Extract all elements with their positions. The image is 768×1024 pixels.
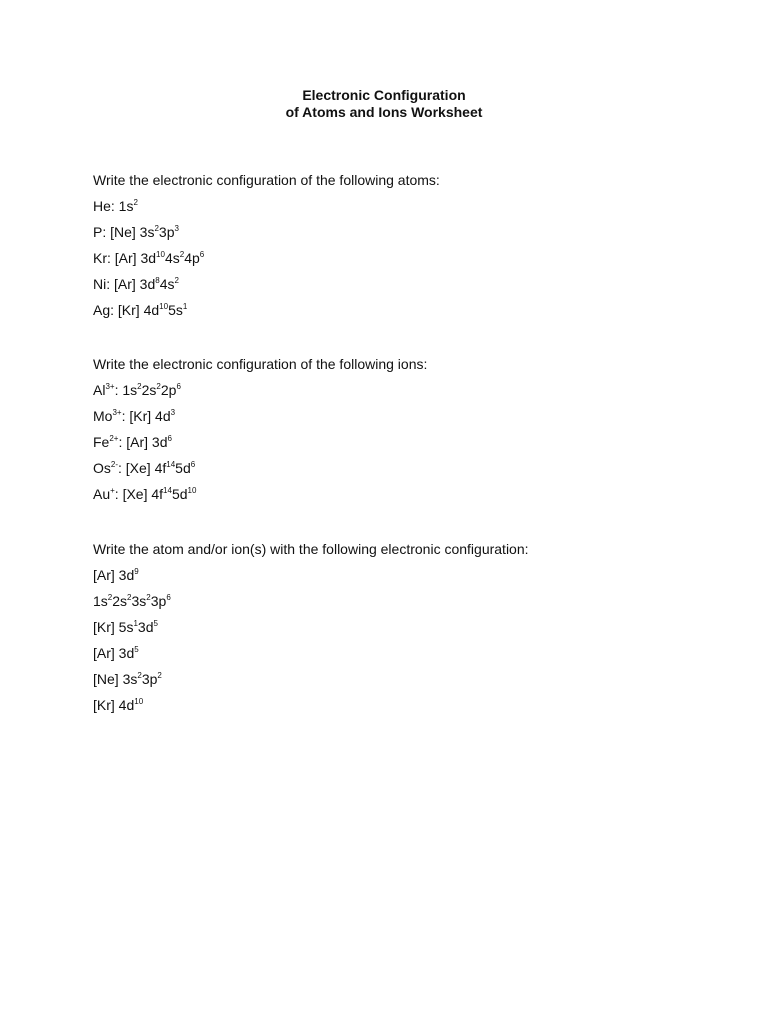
superscript: 2 (174, 276, 179, 285)
superscript: 2 (146, 593, 151, 602)
section-atoms (93, 172, 440, 328)
superscript: 10 (187, 486, 197, 495)
config-text: : 1s (114, 382, 138, 398)
superscript: 10 (156, 250, 165, 259)
superscript: 2 (157, 671, 162, 680)
config-text: 3p (150, 593, 167, 609)
config-line (93, 697, 529, 723)
superscript: 14 (166, 460, 176, 469)
config-text: 2p (160, 382, 177, 398)
superscript: 2 (137, 671, 142, 680)
config-text: [Kr] 4d (93, 697, 135, 713)
section-ions (93, 356, 427, 512)
superscript: 3+ (112, 408, 122, 417)
superscript: 6 (190, 460, 196, 469)
config-text: [Ne] 3s (93, 671, 138, 687)
superscript: 2 (133, 198, 138, 207)
superscript: 2 (179, 250, 185, 259)
config-text: 5d (171, 486, 188, 502)
config-list (93, 567, 529, 723)
config-text: 3s (131, 593, 147, 609)
section-heading: Write the electronic configuration of the following atoms: (93, 172, 440, 188)
section-identify (93, 541, 529, 723)
config-text: Ag: [Kr] 4d (93, 302, 160, 318)
config-text: Al (93, 382, 106, 398)
config-text: 2s (141, 382, 157, 398)
config-text: : [Xe] 4f (118, 460, 167, 476)
config-text: P: [Ne] 3s (93, 224, 155, 240)
superscript: 6 (176, 382, 181, 391)
config-text: Ni: [Ar] 3d (93, 276, 156, 292)
config-text: Mo (93, 408, 113, 424)
superscript: 2 (107, 593, 113, 602)
config-line (93, 198, 440, 224)
config-line (93, 671, 529, 697)
superscript: 2 (156, 382, 161, 391)
config-line (93, 382, 427, 408)
config-text: 5d (175, 460, 191, 476)
config-text: [Kr] 5s (93, 619, 134, 635)
config-text: 3d (137, 619, 154, 635)
superscript: 10 (134, 697, 144, 706)
config-line (93, 460, 427, 486)
config-text: 3p (141, 671, 158, 687)
config-line (93, 302, 440, 328)
config-line (93, 567, 529, 593)
superscript: 2 (127, 593, 132, 602)
superscript: 10 (159, 302, 169, 311)
superscript: 5 (153, 619, 158, 628)
superscript: 9 (134, 567, 139, 576)
config-line (93, 408, 427, 434)
config-text: 4s (159, 276, 175, 292)
config-line (93, 434, 427, 460)
superscript: 3+ (105, 382, 115, 391)
superscript: 6 (166, 593, 171, 602)
superscript: 3 (170, 408, 176, 417)
config-list (93, 198, 440, 328)
config-line (93, 224, 440, 250)
superscript: 2 (137, 382, 142, 391)
title-line-1: Electronic Configuration (302, 87, 466, 103)
config-text: 5s (168, 302, 183, 318)
config-text: Os (93, 460, 111, 476)
superscript: 2 (154, 224, 159, 233)
config-line (93, 645, 529, 671)
config-text: Au (93, 486, 111, 502)
config-text: Fe (93, 434, 110, 450)
config-line (93, 250, 440, 276)
config-text: 4s (164, 250, 180, 266)
title-line-2: of Atoms and Ions Worksheet (285, 104, 483, 120)
config-list (93, 382, 427, 512)
superscript: 6 (199, 250, 205, 259)
section-heading: Write the electronic configuration of the following ions: (93, 356, 428, 372)
config-text: : [Kr] 4d (121, 408, 171, 424)
config-line (93, 619, 529, 645)
superscript: 14 (163, 486, 172, 495)
section-heading: Write the atom and/or ion(s) with the following electronic configuration: (93, 541, 529, 557)
superscript: 8 (155, 276, 160, 285)
superscript: 5 (134, 645, 139, 654)
config-text: 4p (184, 250, 200, 266)
config-text: [Ar] 3d (93, 567, 135, 583)
superscript: 3 (174, 224, 179, 233)
config-line (93, 276, 440, 302)
config-text: : [Ar] 3d (118, 434, 168, 450)
worksheet-title (0, 87, 768, 121)
config-text: 1s (93, 593, 108, 609)
config-text: [Ar] 3d (93, 645, 135, 661)
superscript: 1 (133, 619, 138, 628)
config-text: 3p (158, 224, 175, 240)
config-text: 2s (112, 593, 128, 609)
config-line (93, 593, 529, 619)
config-line (93, 486, 427, 512)
superscript: 1 (182, 302, 188, 311)
config-text: Kr: [Ar] 3d (93, 250, 157, 266)
superscript: 2+ (109, 434, 119, 443)
superscript: + (110, 486, 115, 495)
config-text: : [Xe] 4f (114, 486, 164, 502)
superscript: 2- (110, 460, 119, 469)
config-text: He: 1s (93, 198, 134, 214)
superscript: 6 (167, 434, 172, 443)
